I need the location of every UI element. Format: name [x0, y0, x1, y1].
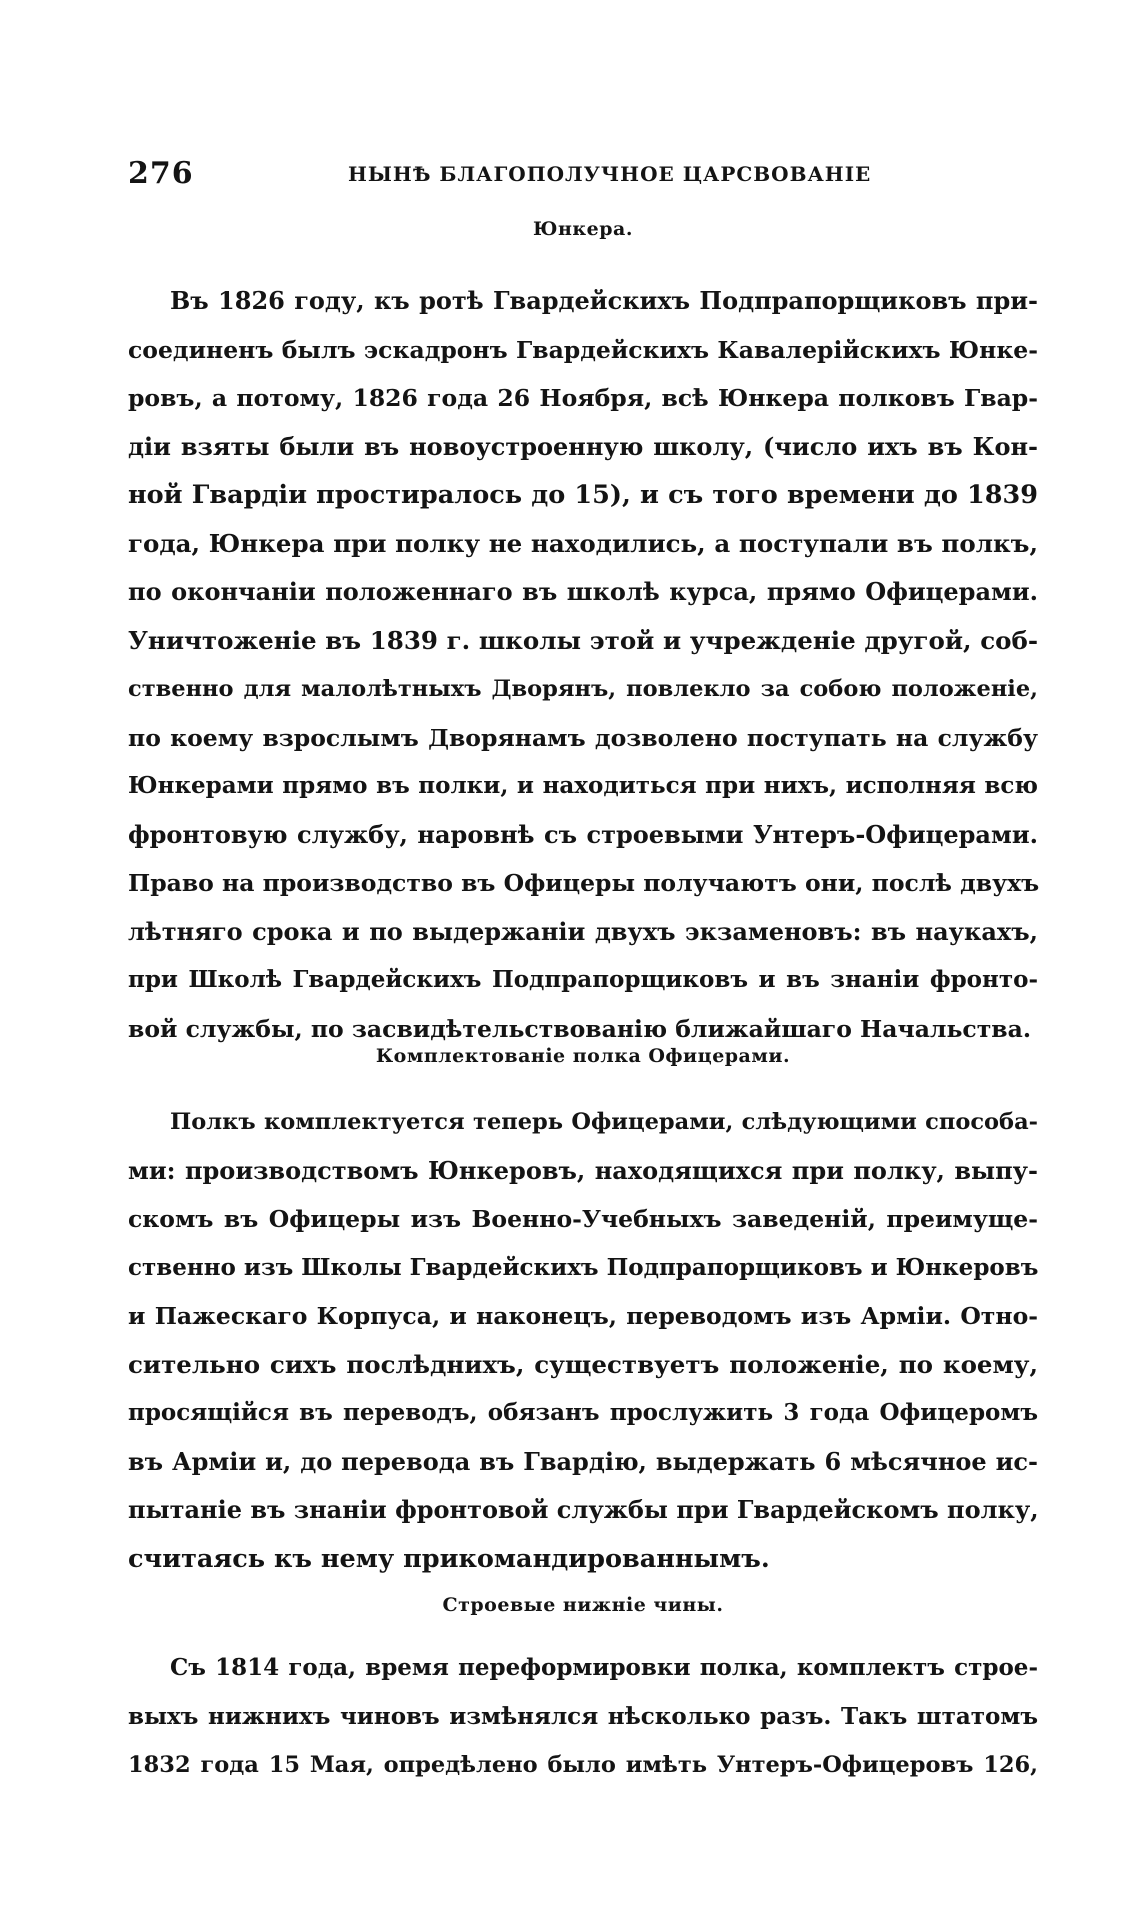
text-line: ми: производствомъ Юнкеровъ, находящихся при полку, выпу-	[128, 1155, 1038, 1185]
running-head	[128, 156, 1038, 196]
text-line: Уничтоженіе въ 1839 г. школы этой и учрежденіе другой, соб-	[128, 625, 1038, 655]
text-line: Юнкерами прямо въ полки, и находиться при нихъ, исполняя всю	[128, 772, 1038, 799]
text-line: сительно сихъ послѣднихъ, существуетъ положеніе, по коему,	[128, 1349, 1038, 1379]
page-number: 276	[128, 156, 194, 191]
paragraph-junkers	[128, 277, 1038, 1053]
text-line: діи взяты были въ новоустроенную школу, (число ихъ въ Кон-	[128, 431, 1038, 461]
running-title: НЫНѢ БЛАГОПОЛУЧНОЕ ЦАРСВОВАНІЕ	[348, 162, 872, 186]
text-line: Въ 1826 году, къ ротѣ Гвардейскихъ Подпрапорщиковъ при-	[170, 286, 1038, 315]
text-line: вой службы, по засвидѣтельствованію ближайшаго Начальства.	[128, 1014, 1032, 1043]
text-line: по окончаніи положеннаго въ школѣ курса, прямо Офицерами.	[128, 577, 1038, 606]
text-line: пытаніе въ знаніи фронтовой службы при Гвардейскомъ полку,	[128, 1495, 1039, 1524]
text-line: 1832 года 15 Мая, опредѣлено было имѣть Унтеръ-Офицеровъ 126,	[128, 1752, 1038, 1778]
text-line: соединенъ былъ эскадронъ Гвардейскихъ Кавалерійскихъ Юнке-	[128, 335, 1038, 364]
text-line: считаясь къ нему прикомандированнымъ.	[128, 1543, 770, 1574]
section-title-officer-staffing: Комплектованіе полка Офицерами.	[375, 1045, 791, 1067]
text-line: по коему взрослымъ Дворянамъ дозволено поступать на службу	[128, 723, 1038, 752]
text-line: Съ 1814 года, время переформировки полка, комплектъ строе-	[170, 1654, 1038, 1681]
text-line: ровъ, а потому, 1826 года 26 Ноября, всѣ Юнкера полковъ Гвар-	[128, 384, 1038, 412]
text-line: ственно для малолѣтныхъ Дворянъ, повлекло за собою положеніе,	[128, 676, 1038, 702]
paragraph-officer-staffing	[128, 1098, 1038, 1583]
text-line: въ Арміи и, до перевода въ Гвардію, выдержать 6 мѣсячное ис-	[128, 1446, 1038, 1476]
section-title-junkers: Юнкера.	[533, 218, 633, 240]
text-line: скомъ въ Офицеры изъ Военно-Учебныхъ заведеній, преимуще-	[128, 1205, 1038, 1233]
paragraph-lower-ranks	[128, 1644, 1038, 1790]
text-line: при Школѣ Гвардейскихъ Подпрапорщиковъ и въ знаніи фронто-	[128, 966, 1038, 993]
text-line: и Пажескаго Корпуса, и наконецъ, переводомъ изъ Арміи. Отно-	[128, 1302, 1038, 1330]
text-line: просящійся въ переводъ, обязанъ прослужить 3 года Офицеромъ	[128, 1399, 1038, 1426]
text-line: Полкъ комплектуется теперь Офицерами, слѣдующими способа-	[170, 1109, 1038, 1135]
text-line: выхъ нижнихъ чиновъ измѣнялся нѣсколько разъ. Такъ штатомъ	[128, 1702, 1038, 1730]
text-line: лѣтняго срока и по выдержаніи двухъ экзаменовъ: въ наукахъ,	[128, 916, 1038, 946]
text-line: Право на производство въ Офицеры получаютъ они, послѣ двухъ	[128, 869, 1040, 897]
text-line: года, Юнкера при полку не находились, а поступали въ полкъ,	[128, 528, 1038, 558]
text-line: фронтовую службу, наровнѣ съ строевыми Унтеръ-Офицерами.	[128, 819, 1038, 849]
section-title-lower-ranks: Строевые нижніе чины.	[442, 1594, 724, 1616]
text-line: ственно изъ Школы Гвардейскихъ Подпрапорщиковъ и Юнкеровъ	[128, 1253, 1039, 1281]
text-line: ной Гвардіи простиралось до 15), и съ того времени до 1839	[128, 480, 1038, 510]
